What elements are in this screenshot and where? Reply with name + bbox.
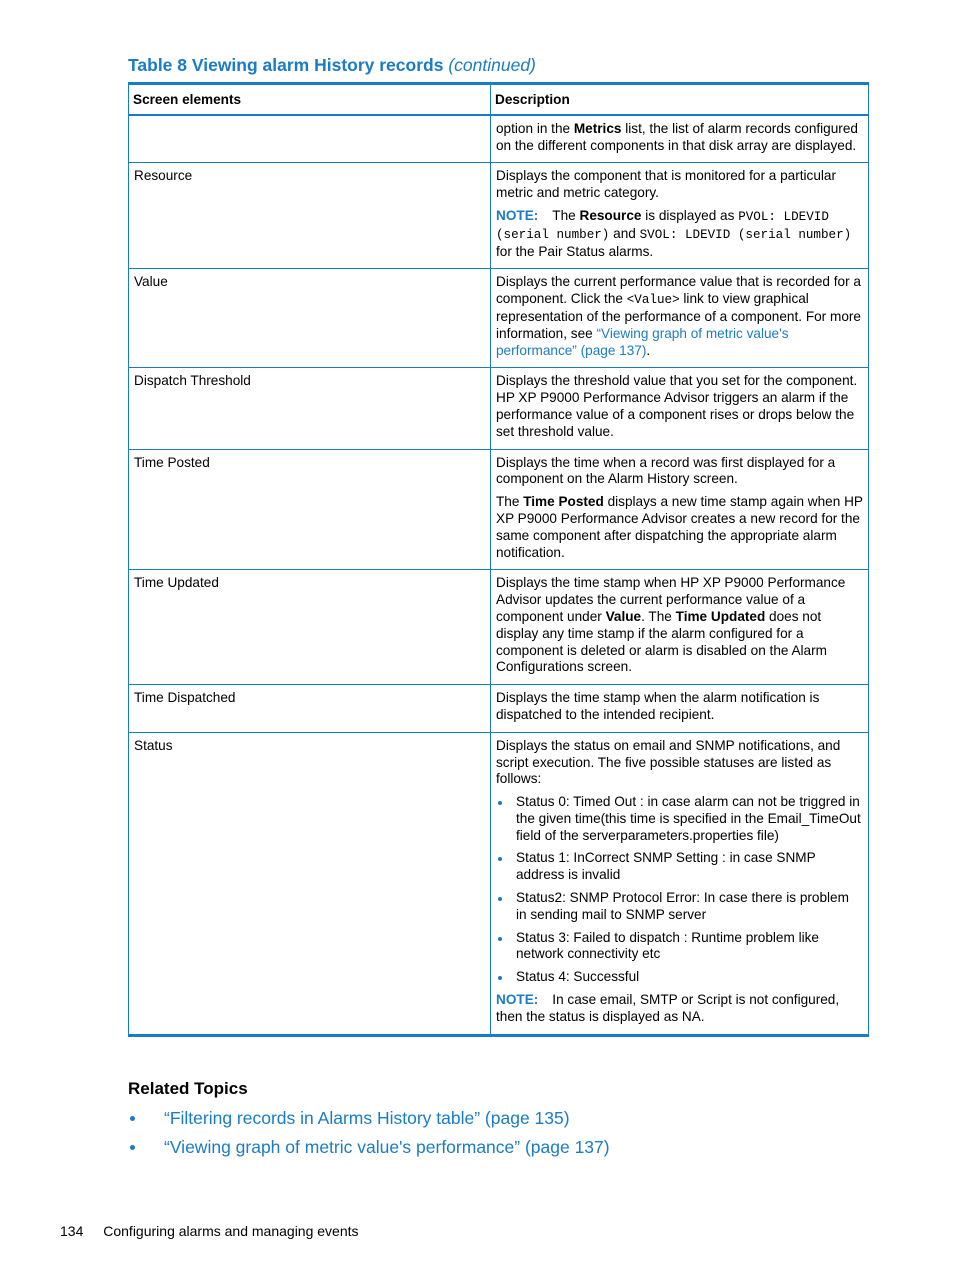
row-description	[491, 163, 869, 269]
table-row	[129, 685, 869, 733]
related-link[interactable]: “Viewing graph of metric value's performance” (page 137)	[164, 1137, 610, 1157]
row-element: Resource	[129, 163, 491, 269]
row-element: Dispatch Threshold	[129, 368, 491, 449]
note	[496, 208, 863, 260]
alarm-history-table	[128, 82, 869, 1037]
row-element: Time Posted	[129, 449, 491, 570]
row-description	[491, 115, 869, 163]
status-list	[496, 794, 863, 986]
list-item	[128, 1108, 610, 1128]
column-header-screen-elements: Screen elements	[129, 84, 491, 115]
row-element	[129, 115, 491, 163]
section-title: Configuring alarms and managing events	[103, 1223, 359, 1239]
desc-text: displays a new time stamp again when HP XP P9000 Performance Advisor creates a new record for the same component after dispatching the appropriate alarm notification.	[496, 494, 863, 560]
note-text: for the Pair Status alarms.	[496, 243, 654, 259]
row-element: Value	[129, 269, 491, 368]
desc-code: <Value>	[626, 293, 680, 308]
row-description	[491, 449, 869, 570]
table-title: Table 8 Viewing alarm History records	[128, 55, 444, 75]
related-link[interactable]: “Filtering records in Alarms History table” (page 135)	[164, 1108, 570, 1128]
note-text: The	[552, 207, 580, 223]
page-footer	[60, 1223, 359, 1239]
page-number: 134	[60, 1223, 84, 1239]
desc-text: The	[496, 494, 524, 510]
row-description	[491, 269, 869, 368]
table-row	[129, 269, 869, 368]
list-item: Status 4: Successful	[496, 969, 863, 986]
related-topics-list	[128, 1108, 610, 1166]
note-code: SVOL: LDEVID (serial number)	[639, 227, 852, 242]
list-item: Status 1: InCorrect SNMP Setting : in case SNMP address is invalid	[496, 850, 863, 884]
desc-text: option in the	[496, 120, 574, 136]
table-row	[129, 732, 869, 1035]
bullet-icon	[130, 1145, 135, 1150]
desc-text: does not display any time stamp if the alarm configured for a component is deleted or alarm is disabled on the Alarm Configurations screen.	[496, 608, 827, 675]
desc-bold: Time Updated	[675, 608, 766, 624]
row-description: Displays the threshold value that you set for the component. HP XP P9000 Performance Advisor triggers an alarm if the performance value of a component rises or drops below the set threshold value.	[491, 368, 869, 449]
table-row	[129, 570, 869, 685]
desc-text: Displays the current performance value that is recorded for a component. Click the	[496, 274, 861, 307]
note-label: NOTE:	[496, 992, 539, 1008]
table-row	[129, 449, 869, 570]
note-code: PVOL: LDEVID (serial number)	[496, 209, 829, 242]
desc-bold: Time Posted	[523, 494, 604, 510]
row-description: Displays the time stamp when the alarm notification is dispatched to the intended recipient.	[491, 685, 869, 733]
note-text: is displayed as	[641, 207, 739, 223]
row-element: Status	[129, 732, 491, 1035]
list-item: Status 0: Timed Out : in case alarm can not be triggred in the given time(this time is specified in the Email_TimeOut field of the serverparameters.properties file)	[496, 794, 863, 844]
column-header-description: Description	[491, 84, 869, 115]
desc-text: Displays the time stamp when HP XP P9000 Performance Advisor updates the current performance value of a component under	[496, 575, 846, 624]
row-description	[491, 570, 869, 685]
desc-text: list, the list of alarm records configured on the different components in that disk array are displayed.	[496, 120, 858, 153]
table-header-row	[129, 84, 869, 115]
related-topics-heading: Related Topics	[128, 1079, 248, 1098]
cross-reference-link[interactable]: “Viewing graph of metric value's performance” (page 137)	[496, 325, 789, 358]
note-text: In case email, SMTP or Script is not configured, then the status is displayed as NA.	[496, 992, 840, 1024]
note-bold: Resource	[579, 207, 642, 223]
note-text: and	[609, 225, 640, 241]
table-row	[129, 115, 869, 163]
desc-paragraph: Displays the component that is monitored for a particular metric and metric category.	[496, 168, 837, 201]
note	[496, 992, 863, 1026]
list-item: Status2: SNMP Protocol Error: In case there is problem in sending mail to SNMP server	[496, 890, 863, 924]
desc-bold: Value	[605, 608, 642, 624]
table-caption	[128, 55, 536, 76]
desc-bold: Metrics	[573, 120, 622, 136]
row-description	[491, 732, 869, 1035]
bullet-icon	[130, 1116, 135, 1121]
desc-paragraph: Displays the time when a record was first displayed for a component on the Alarm History screen.	[496, 454, 836, 487]
desc-paragraph	[496, 494, 863, 561]
table-continued-label: (continued)	[448, 55, 536, 75]
desc-text: . The	[641, 608, 676, 624]
table-row	[129, 163, 869, 269]
desc-text: .	[646, 342, 651, 358]
table-row	[129, 368, 869, 449]
row-element: Time Updated	[129, 570, 491, 685]
list-item	[128, 1137, 610, 1157]
row-element: Time Dispatched	[129, 685, 491, 733]
list-item: Status 3: Failed to dispatch : Runtime problem like network connectivity etc	[496, 930, 863, 964]
desc-paragraph: Displays the status on email and SNMP notifications, and script execution. The five possible statuses are listed as follows:	[496, 737, 841, 787]
desc-text: link to view graphical representation of the performance of a component. For more information, see	[496, 291, 861, 341]
note-label: NOTE:	[496, 207, 539, 223]
